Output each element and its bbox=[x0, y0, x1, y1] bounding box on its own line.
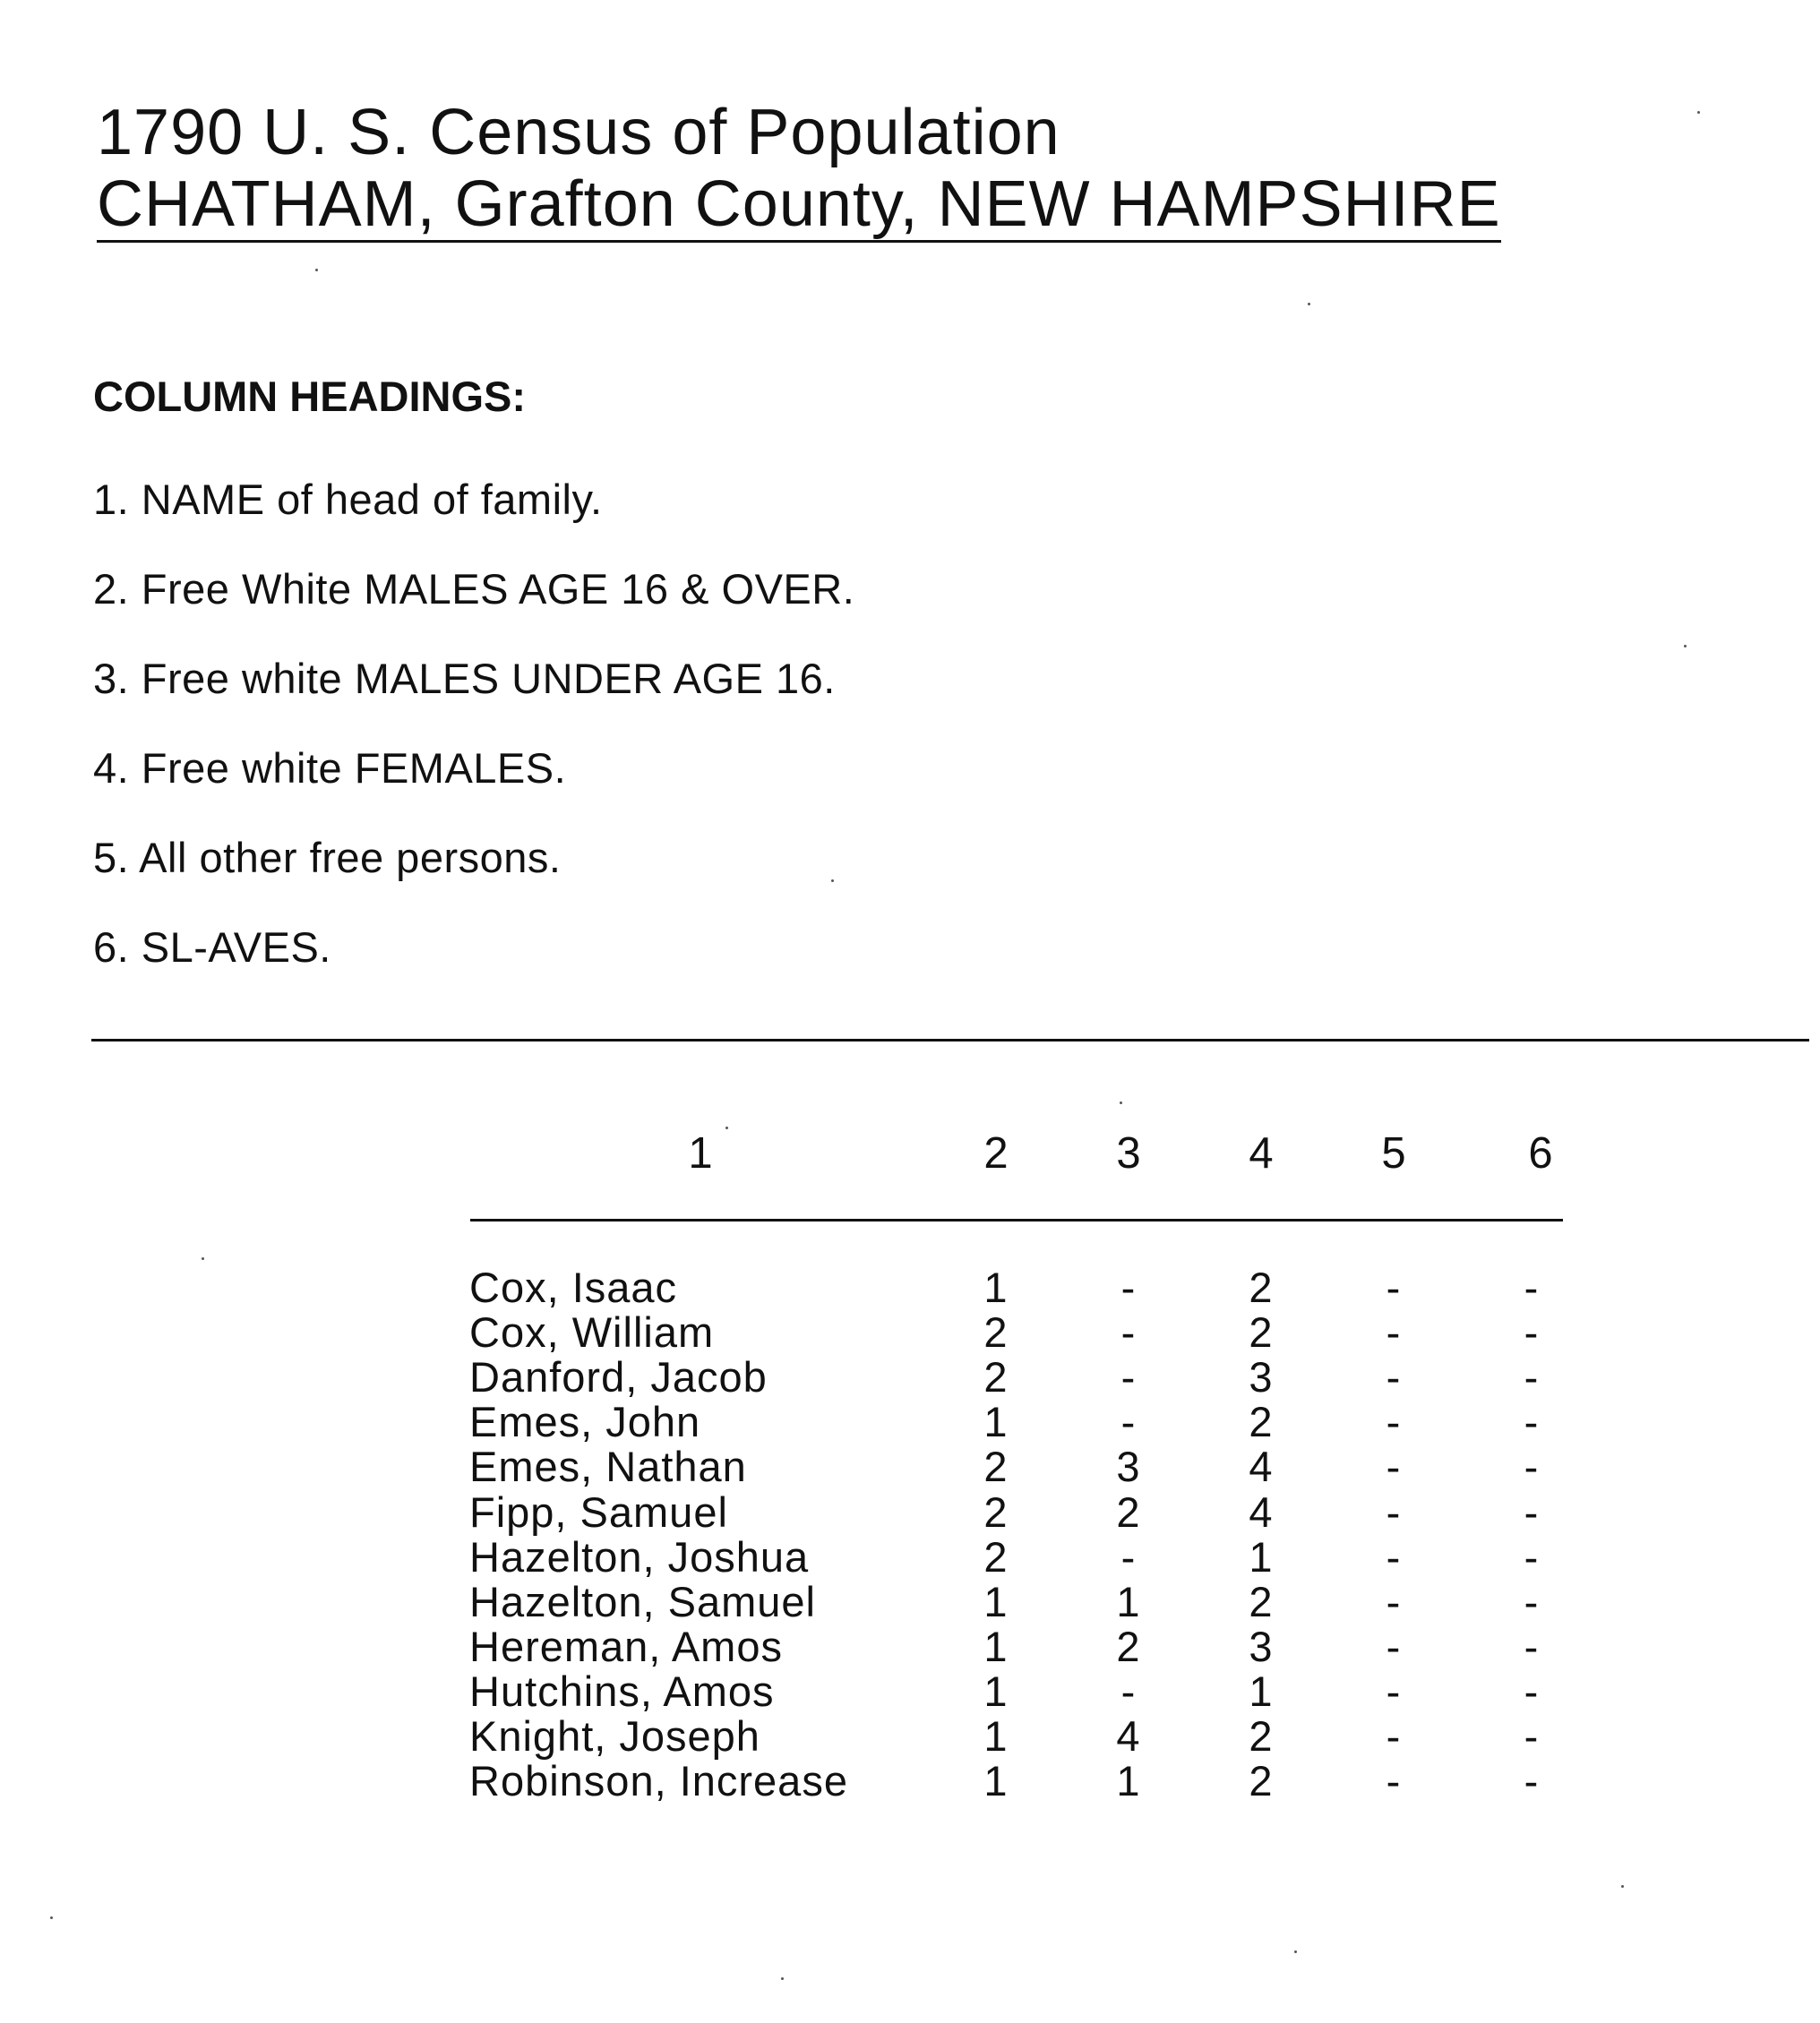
table-row bbox=[0, 1355, 1820, 1400]
head-of-family-name: Cox, Isaac bbox=[469, 1264, 678, 1311]
count-cell-c5: - bbox=[1386, 1398, 1402, 1445]
table-row bbox=[0, 1669, 1820, 1714]
count-cell-c5: - bbox=[1386, 1623, 1402, 1670]
count-cell-c5: - bbox=[1386, 1443, 1402, 1490]
count-cell-c4: 2 bbox=[1249, 1578, 1274, 1625]
scan-speck bbox=[1308, 303, 1310, 305]
scan-speck bbox=[725, 1127, 728, 1129]
scan-speck bbox=[315, 269, 318, 271]
count-cell-c3: 2 bbox=[1116, 1623, 1141, 1670]
column-headings-title: COLUMN HEADINGS: bbox=[93, 373, 527, 420]
table-row bbox=[0, 1624, 1820, 1669]
count-cell-c4: 2 bbox=[1249, 1398, 1274, 1445]
count-cell-c6: - bbox=[1524, 1398, 1540, 1445]
table-row bbox=[0, 1444, 1820, 1489]
count-cell-c2: 2 bbox=[983, 1308, 1009, 1356]
count-cell-c3: 2 bbox=[1116, 1488, 1141, 1536]
column-number-header: 3 bbox=[1116, 1129, 1141, 1178]
count-cell-c3: 1 bbox=[1116, 1578, 1141, 1625]
head-of-family-name: Hazelton, Joshua bbox=[469, 1533, 810, 1581]
count-cell-c6: - bbox=[1524, 1308, 1540, 1356]
count-cell-c3: - bbox=[1120, 1353, 1137, 1401]
count-cell-c3: 3 bbox=[1116, 1443, 1141, 1490]
scan-speck bbox=[1294, 1950, 1297, 1953]
count-cell-c2: 1 bbox=[983, 1264, 1009, 1311]
head-of-family-name: Cox, William bbox=[469, 1308, 715, 1356]
head-of-family-name: Fipp, Samuel bbox=[469, 1488, 728, 1536]
head-of-family-name: Emes, John bbox=[469, 1398, 701, 1445]
count-cell-c4: 4 bbox=[1249, 1443, 1274, 1490]
count-cell-c4: 2 bbox=[1249, 1712, 1274, 1760]
count-cell-c4: 3 bbox=[1249, 1353, 1274, 1401]
count-cell-c4: 2 bbox=[1249, 1264, 1274, 1311]
count-cell-c6: - bbox=[1524, 1757, 1540, 1804]
column-number-header: 6 bbox=[1528, 1129, 1553, 1178]
table-row bbox=[0, 1714, 1820, 1759]
table-row bbox=[0, 1580, 1820, 1624]
column-number-header: 2 bbox=[983, 1129, 1009, 1178]
count-cell-c3: - bbox=[1120, 1308, 1137, 1356]
table-header-rule bbox=[470, 1219, 1563, 1222]
scan-speck bbox=[1697, 111, 1700, 114]
count-cell-c2: 1 bbox=[983, 1757, 1009, 1804]
head-of-family-name: Knight, Joseph bbox=[469, 1712, 760, 1760]
head-of-family-name: Danford, Jacob bbox=[469, 1353, 768, 1401]
column-heading-item: 5. All other free persons. bbox=[93, 834, 562, 881]
count-cell-c3: 4 bbox=[1116, 1712, 1141, 1760]
count-cell-c2: 1 bbox=[983, 1712, 1009, 1760]
count-cell-c3: - bbox=[1120, 1533, 1137, 1581]
count-cell-c4: 4 bbox=[1249, 1488, 1274, 1536]
count-cell-c6: - bbox=[1524, 1667, 1540, 1715]
count-cell-c5: - bbox=[1386, 1578, 1402, 1625]
column-heading-item: 4. Free white FEMALES. bbox=[93, 744, 567, 792]
count-cell-c5: - bbox=[1386, 1712, 1402, 1760]
count-cell-c4: 3 bbox=[1249, 1623, 1274, 1670]
count-cell-c6: - bbox=[1524, 1533, 1540, 1581]
count-cell-c3: 1 bbox=[1116, 1757, 1141, 1804]
scan-speck bbox=[1621, 1885, 1624, 1888]
count-cell-c5: - bbox=[1386, 1533, 1402, 1581]
table-row bbox=[0, 1400, 1820, 1444]
count-cell-c5: - bbox=[1386, 1488, 1402, 1536]
table-row bbox=[0, 1265, 1820, 1310]
table-row bbox=[0, 1759, 1820, 1804]
count-cell-c4: 2 bbox=[1249, 1308, 1274, 1356]
scan-speck bbox=[1684, 645, 1687, 647]
count-cell-c2: 1 bbox=[983, 1667, 1009, 1715]
head-of-family-name: Hazelton, Samuel bbox=[469, 1578, 816, 1625]
count-cell-c6: - bbox=[1524, 1264, 1540, 1311]
count-cell-c2: 2 bbox=[983, 1488, 1009, 1536]
count-cell-c4: 2 bbox=[1249, 1757, 1274, 1804]
count-cell-c6: - bbox=[1524, 1353, 1540, 1401]
count-cell-c5: - bbox=[1386, 1353, 1402, 1401]
scan-speck bbox=[1120, 1102, 1122, 1104]
column-number-header: 1 bbox=[688, 1129, 713, 1178]
count-cell-c2: 1 bbox=[983, 1578, 1009, 1625]
count-cell-c6: - bbox=[1524, 1712, 1540, 1760]
column-heading-item: 6. SL-AVES. bbox=[93, 923, 331, 971]
count-cell-c4: 1 bbox=[1249, 1667, 1274, 1715]
scan-speck bbox=[202, 1257, 204, 1260]
scan-speck bbox=[781, 1977, 784, 1980]
count-cell-c5: - bbox=[1386, 1667, 1402, 1715]
count-cell-c2: 1 bbox=[983, 1398, 1009, 1445]
count-cell-c6: - bbox=[1524, 1623, 1540, 1670]
count-cell-c3: - bbox=[1120, 1398, 1137, 1445]
head-of-family-name: Robinson, Increase bbox=[469, 1757, 848, 1804]
table-row bbox=[0, 1490, 1820, 1535]
column-heading-item: 1. NAME of head of family. bbox=[93, 476, 603, 523]
count-cell-c3: - bbox=[1120, 1667, 1137, 1715]
count-cell-c2: 2 bbox=[983, 1353, 1009, 1401]
column-number-header: 4 bbox=[1249, 1129, 1274, 1178]
document-title: 1790 U. S. Census of Population bbox=[97, 97, 1060, 168]
count-cell-c5: - bbox=[1386, 1757, 1402, 1804]
column-heading-item: 2. Free White MALES AGE 16 & OVER. bbox=[93, 565, 855, 613]
table-row bbox=[0, 1310, 1820, 1355]
count-cell-c2: 1 bbox=[983, 1623, 1009, 1670]
column-number-header: 5 bbox=[1381, 1129, 1406, 1178]
scan-speck bbox=[831, 879, 834, 882]
count-cell-c6: - bbox=[1524, 1488, 1540, 1536]
count-cell-c4: 1 bbox=[1249, 1533, 1274, 1581]
count-cell-c6: - bbox=[1524, 1578, 1540, 1625]
scan-speck bbox=[50, 1916, 53, 1919]
column-heading-item: 3. Free white MALES UNDER AGE 16. bbox=[93, 655, 836, 702]
count-cell-c5: - bbox=[1386, 1308, 1402, 1356]
count-cell-c5: - bbox=[1386, 1264, 1402, 1311]
count-cell-c3: - bbox=[1120, 1264, 1137, 1311]
head-of-family-name: Hutchins, Amos bbox=[469, 1667, 775, 1715]
head-of-family-name: Emes, Nathan bbox=[469, 1443, 747, 1490]
table-row bbox=[0, 1535, 1820, 1580]
head-of-family-name: Hereman, Amos bbox=[469, 1623, 783, 1670]
document-subtitle: CHATHAM, Grafton County, NEW HAMPSHIRE bbox=[97, 168, 1501, 243]
count-cell-c2: 2 bbox=[983, 1533, 1009, 1581]
count-cell-c6: - bbox=[1524, 1443, 1540, 1490]
count-cell-c2: 2 bbox=[983, 1443, 1009, 1490]
